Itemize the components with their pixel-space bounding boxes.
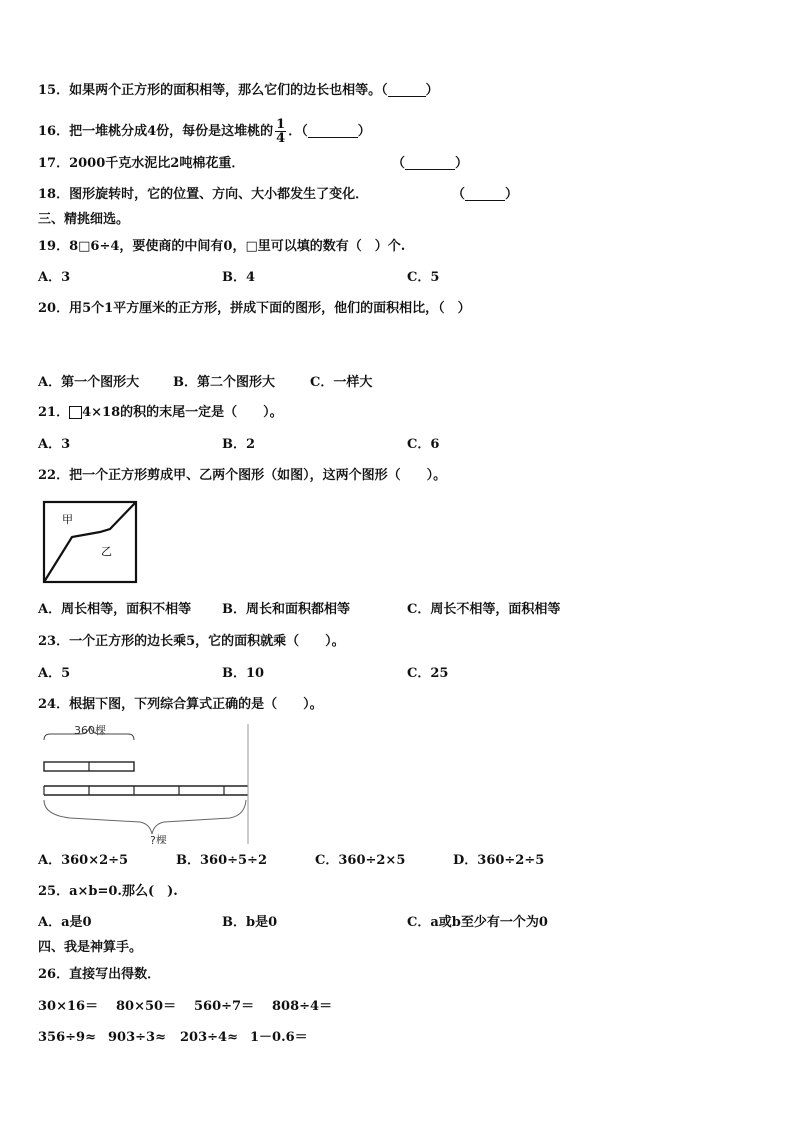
question-19: 19．8□6÷4，要使商的中间有0，□里可以填的数有（ ）个.	[38, 239, 406, 254]
q24-option-c[interactable]: C．360÷2×5	[315, 853, 406, 868]
q21-option-a[interactable]: A．3	[38, 437, 71, 452]
q18-answer	[452, 186, 518, 204]
q17-close: ）	[455, 156, 469, 171]
empty-box-icon	[69, 406, 82, 419]
question-26: 26．直接写出得数．	[38, 967, 161, 982]
q19-option-a[interactable]: A．3	[38, 270, 71, 285]
q19-option-c[interactable]: C．5	[407, 270, 440, 285]
question-25: 25．a×b=0.那么( ).	[38, 884, 178, 899]
q19-option-b[interactable]: B．4	[222, 270, 256, 285]
calc-item: 80×50＝	[116, 999, 177, 1014]
label-yi: 乙	[101, 545, 112, 558]
q20-option-a[interactable]: A．第一个图形大	[38, 375, 140, 390]
q21-number: 21．	[38, 405, 70, 420]
q16-tail: ．（	[288, 124, 308, 139]
q20-option-b[interactable]: B．第二个图形大	[173, 375, 275, 390]
line-segment-diagram	[40, 720, 255, 844]
top-label: 360棵	[74, 724, 106, 737]
q25-option-a[interactable]: A．a是0	[38, 915, 92, 930]
section-4-heading: 四、我是神算手。	[38, 940, 143, 955]
bottom-label: ?棵	[150, 834, 167, 844]
q18-text: 18．图形旋转时，它的位置、方向、大小都发生了变化．	[38, 187, 369, 202]
q22-option-a[interactable]: A．周长相等，面积不相等	[38, 602, 192, 617]
calc-item: 808÷4＝	[272, 999, 333, 1014]
question-23: 23．一个正方形的边长乘5，它的面积就乘（ ）。	[38, 634, 345, 649]
q18-open: （	[452, 187, 466, 202]
question-20: 20．用5个1平方厘米的正方形，拼成下面的图形，他们的面积相比，（ ）	[38, 301, 471, 316]
label-jia: 甲	[62, 513, 73, 526]
calc-item: 203÷4≈	[180, 1030, 238, 1045]
q24-option-a[interactable]: A．360×2÷5	[38, 853, 129, 868]
fraction-denominator: 4	[276, 131, 286, 146]
q17-open: （	[392, 156, 406, 171]
q16-answer-blank[interactable]	[308, 125, 358, 138]
q16-close: ）	[357, 124, 371, 139]
q23-option-a[interactable]: A．5	[38, 666, 71, 681]
question-16	[38, 118, 371, 145]
calc-item: 356÷9≈	[38, 1030, 96, 1045]
question-21	[38, 404, 283, 422]
calc-item: 30×16＝	[38, 999, 99, 1014]
calc-item: 1－0.6＝	[250, 1030, 308, 1045]
q17-answer	[392, 155, 468, 173]
question-24: 24．根据下图，下列综合算式正确的是（ ）。	[38, 697, 323, 712]
question-22: 22．把一个正方形剪成甲、乙两个图形（如图），这两个图形（ ）。	[38, 468, 447, 483]
q24-option-d[interactable]: D．360÷2÷5	[453, 853, 545, 868]
q22-option-c[interactable]: C．周长不相等，面积相等	[407, 602, 561, 617]
square-cut-figure	[42, 500, 140, 586]
q15-answer-blank[interactable]	[388, 84, 426, 97]
question-15	[38, 82, 439, 100]
q22-option-b[interactable]: B．周长和面积都相等	[222, 602, 350, 617]
fraction-numerator: 1	[276, 117, 286, 132]
q25-option-c[interactable]: C．a或b至少有一个为0	[407, 915, 548, 930]
q24-option-b[interactable]: B．360÷5÷2	[176, 853, 268, 868]
calc-item: 560÷7＝	[194, 999, 255, 1014]
q20-option-c[interactable]: C．一样大	[310, 375, 373, 390]
fraction-one-quarter	[275, 118, 286, 145]
q17-answer-blank[interactable]	[405, 157, 455, 170]
q17-text: 17．2000千克水泥比2吨棉花重．	[38, 156, 245, 171]
q15-text: 15．如果两个正方形的面积相等，那么它们的边长也相等。（	[38, 83, 388, 98]
q21-option-b[interactable]: B．2	[222, 437, 256, 452]
question-18	[38, 186, 368, 204]
q25-option-b[interactable]: B．b是0	[222, 915, 278, 930]
calc-item: 903÷3≈	[108, 1030, 166, 1045]
q21-text: 4×18的积的末尾一定是（ ）。	[82, 405, 283, 420]
q21-option-c[interactable]: C．6	[407, 437, 440, 452]
q15-close: ）	[425, 83, 439, 98]
q23-option-c[interactable]: C．25	[407, 666, 449, 681]
q23-option-b[interactable]: B．10	[222, 666, 265, 681]
question-17	[38, 155, 244, 173]
q18-close: ）	[505, 187, 519, 202]
q18-answer-blank[interactable]	[465, 188, 505, 201]
section-3-heading: 三、精挑细选。	[38, 212, 130, 227]
q16-text: 16．把一堆桃分成4份，每份是这堆桃的	[38, 124, 274, 139]
